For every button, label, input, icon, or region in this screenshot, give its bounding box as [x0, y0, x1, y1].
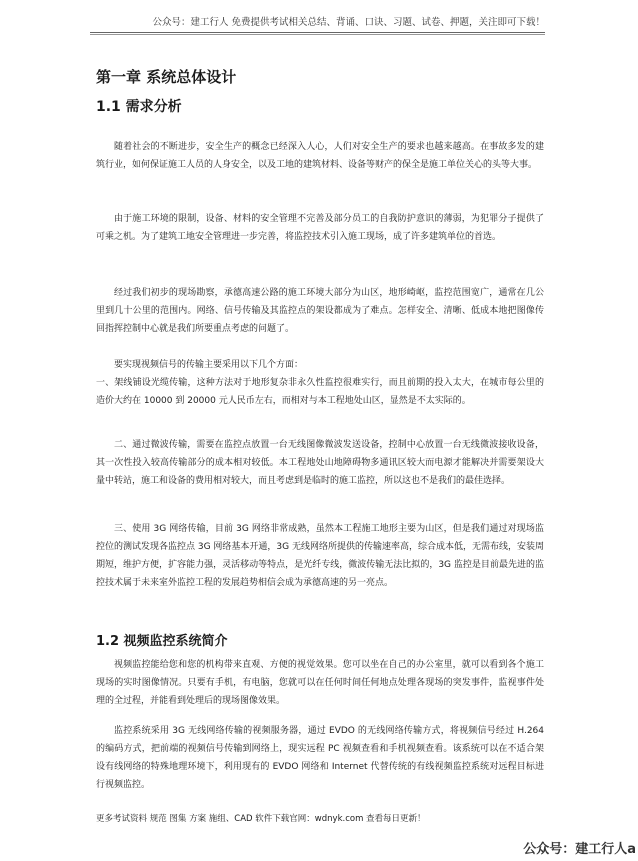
paragraph: 三、使用 3G 网络传输，目前 3G 网络非常成熟，虽然本工程施工地形主要为山区，但是我们通过对现场监控位的测试发现各监控点 3G 网络基本开通，3G 无线网络所提供的传输速率高，综合成本低，无需布线，安装周期短，维护方便，扩容能力强，灵活移动等特点，是光纤专线，微波传输无法比拟的，3G 监控是目前最先进的监控技术属于未来室外监控工程的发展趋势相信会成为承德高速的另一亮点。: [96, 524, 544, 588]
paragraph: 要实现视频信号的传输主要采用以下几个方面： 一、架线铺设光缆传输，这种方法对于地形复杂非永久性监控很难实行，而且前期的投入太大，在城市每公里的造价大约在 10000 到 20000 元人民币左右，而相对与本工程地处山区，显然是不太实际的。: [96, 360, 544, 406]
paragraph: 经过我们初步的现场勘察，承德高速公路的施工环境大部分为山区，地形崎岖，监控范围宽广，通常在几公里到几十公里的范围内。网络、信号传输及其监控点的架设都成为了难点。怎样安全、清晰、低成本地把图像传回指挥控制中心就是我们所要重点考虑的问题了。: [96, 288, 544, 334]
section-title-1-2: 1.2 视频监控系统简介: [96, 634, 228, 649]
section-title-1-1: 1.1 需求分析: [96, 99, 182, 115]
paragraph: 视频监控能给您和您的机构带来直观、方便的视觉效果。您可以坐在自己的办公室里，就可以看到各个施工现场的实时图像情况。只要有手机，有电脑，您就可以在任何时间任何地点处理各现场的突发事件，监视事件处理的全过程，并能看到处理后的现场图像效果。: [96, 660, 544, 706]
chapter-title: 第一章 系统总体设计: [96, 68, 237, 86]
paragraph: 二、通过微波传输，需要在监控点放置一台无线图像微波发送设备，控制中心放置一台无线微波接收设备，其一次性投入较高传输部分的成本相对较低。本工程地处山地障碍物多通讯区较大而电源才能解决并需要架设大量中转站，施工和设备的费用相对较大，而且考虑到是临时的施工监控，所以这也不是我们的最佳选择。: [96, 440, 544, 486]
paragraph: 由于施工环境的限制，设备、材料的安全管理不完善及部分员工的自我防护意识的薄弱，为犯罪分子提供了可乘之机。为了建筑工地安全管理进一步完善，将监控技术引入施工现场，成了许多建筑单位的首选。: [96, 214, 544, 242]
paragraph: 监控系统采用 3G 无线网络传输的视频服务器，通过 EVDO 的无线网络传输方式，将视频信号经过 H.264 的编码方式，把前端的视频信号传输到网络上，现实远程 PC 视频查看和手机视频查看。该系统可以在不适合架设有线网络的特殊地理环境下，利用现有的 EVDO 网络和 Internet 代替传统的有线视频监控系统对远程目标进行视频监控。: [96, 726, 544, 790]
watermark: 公众号：建工行人a: [523, 842, 636, 857]
page-header: 公众号：建工行人 免费提供考试相关总结、背诵、口诀、习题、试卷、押题，关注即可下载！: [90, 14, 545, 33]
footer-link-text: 更多考试资料 规范 图集 方案 施组、CAD 软件下载官网：wdnyk.com 查看每日更新！: [96, 814, 426, 824]
paragraph: 随着社会的不断进步，安全生产的概念已经深入人心，人们对安全生产的要求也越来越高。在事故多发的建筑行业，如何保证施工人员的人身安全，以及工地的建筑材料、设备等财产的保全是施工单位关心的头等大事。: [96, 142, 544, 170]
header-divider: [90, 34, 545, 35]
